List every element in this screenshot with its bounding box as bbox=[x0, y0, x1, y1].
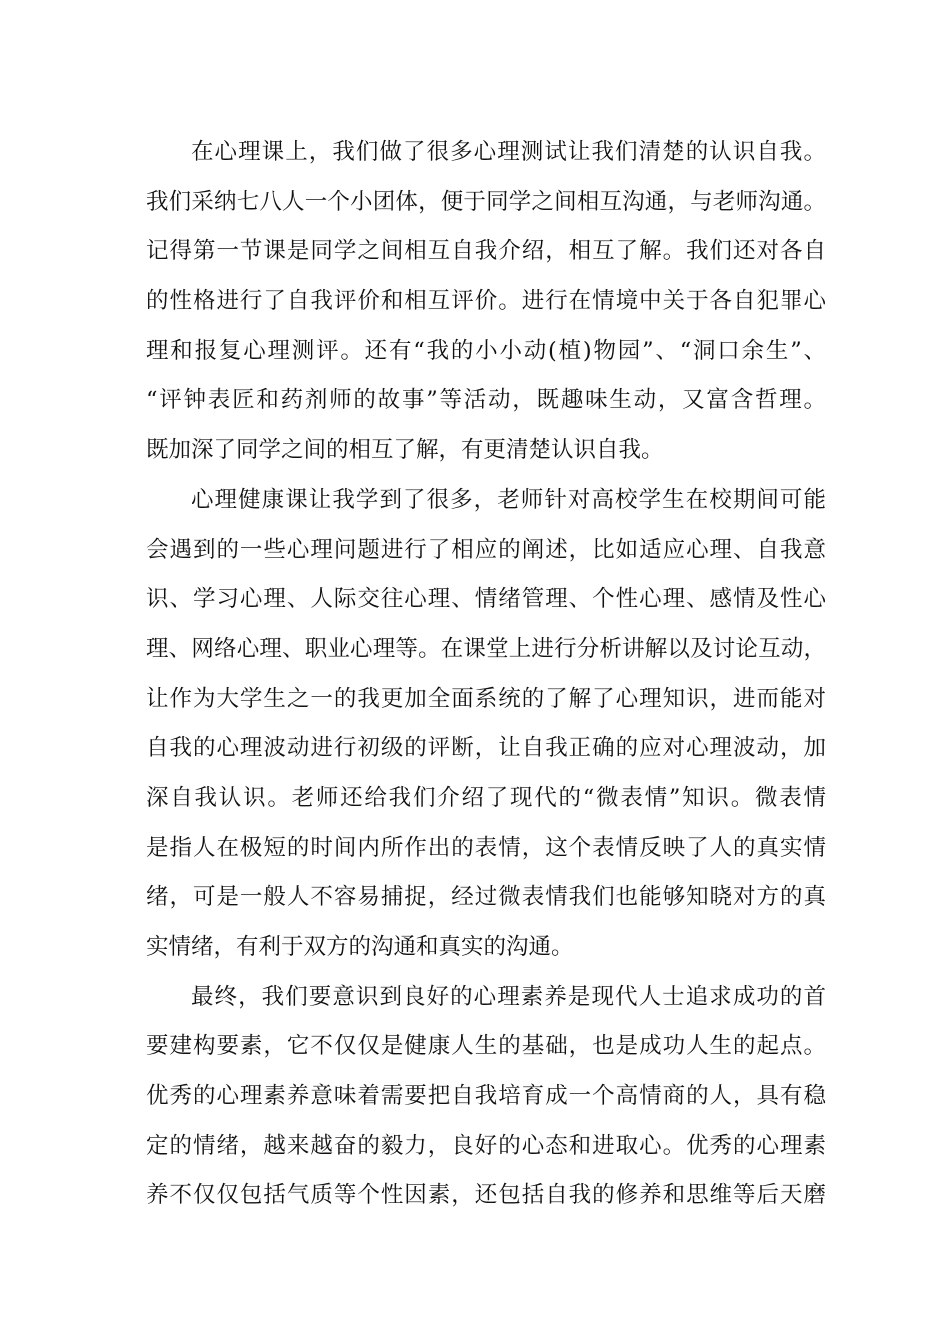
paragraph-3-line-4: 定的情绪，越来越奋的毅力，良好的心态和进取心。优秀的心理素 bbox=[146, 1132, 826, 1159]
paragraph-3-line-5: 养不仅仅包括气质等个性因素，还包括自我的修养和思维等后天磨 bbox=[146, 1182, 826, 1209]
paragraph-1-line-6: “评钟表匠和药剂师的故事”等活动，既趣味生动，又富含哲理。 bbox=[146, 387, 826, 414]
paragraph-1-line-3: 记得第一节课是同学之间相互自我介绍，相互了解。我们还对各自 bbox=[146, 238, 826, 265]
paragraph-2-line-6: 自我的心理波动进行初级的评断，让自我正确的应对心理波动，加 bbox=[146, 735, 826, 762]
paragraph-3-line-2: 要建构要素，它不仅仅是健康人生的基础，也是成功人生的起点。 bbox=[146, 1033, 826, 1060]
paragraph-1-line-2: 我们采纳七八人一个小团体，便于同学之间相互沟通，与老师沟通。 bbox=[146, 188, 826, 215]
paragraph-1-line-4: 的性格进行了自我评价和相互评价。进行在情境中关于各自犯罪心 bbox=[146, 288, 826, 315]
paragraph-2-line-7: 深自我认识。老师还给我们介绍了现代的“微表情”知识。微表情 bbox=[146, 784, 826, 811]
paragraph-1-line-1: 在心理课上，我们做了很多心理测试让我们清楚的认识自我。 bbox=[191, 139, 826, 165]
paragraph-3-line-3: 优秀的心理素养意味着需要把自我培育成一个高情商的人，具有稳 bbox=[146, 1083, 826, 1110]
paragraph-2-line-10: 实情绪，有利于双方的沟通和真实的沟通。 bbox=[146, 934, 574, 960]
paragraph-2-line-5: 让作为大学生之一的我更加全面系统的了解了心理知识，进而能对 bbox=[146, 685, 826, 712]
paragraph-1-line-5: 理和报复心理测评。还有“我的小小动(植)物园”、“洞口余生”、 bbox=[146, 337, 826, 364]
paragraph-2-line-9: 绪，可是一般人不容易捕捉，经过微表情我们也能够知晓对方的真 bbox=[146, 884, 826, 911]
paragraph-1-line-7: 既加深了同学之间的相互了解，有更清楚认识自我。 bbox=[146, 437, 664, 464]
paragraph-2-line-1: 心理健康课让我学到了很多，老师针对高校学生在校期间可能 bbox=[191, 486, 826, 513]
paragraph-2-line-3: 识、学习心理、人际交往心理、情绪管理、个性心理、感情及性心 bbox=[146, 586, 826, 613]
body-text bbox=[146, 128, 826, 1221]
paragraph-2-line-4: 理、网络心理、职业心理等。在课堂上进行分析讲解以及讨论互动， bbox=[146, 635, 826, 662]
paragraph-2-line-2: 会遇到的一些心理问题进行了相应的阐述，比如适应心理、自我意 bbox=[146, 536, 826, 563]
paragraph-3-line-1: 最终，我们要意识到良好的心理素养是现代人士追求成功的首 bbox=[191, 983, 826, 1010]
paragraph-2-line-8: 是指人在极短的时间内所作出的表情，这个表情反映了人的真实情 bbox=[146, 834, 826, 861]
